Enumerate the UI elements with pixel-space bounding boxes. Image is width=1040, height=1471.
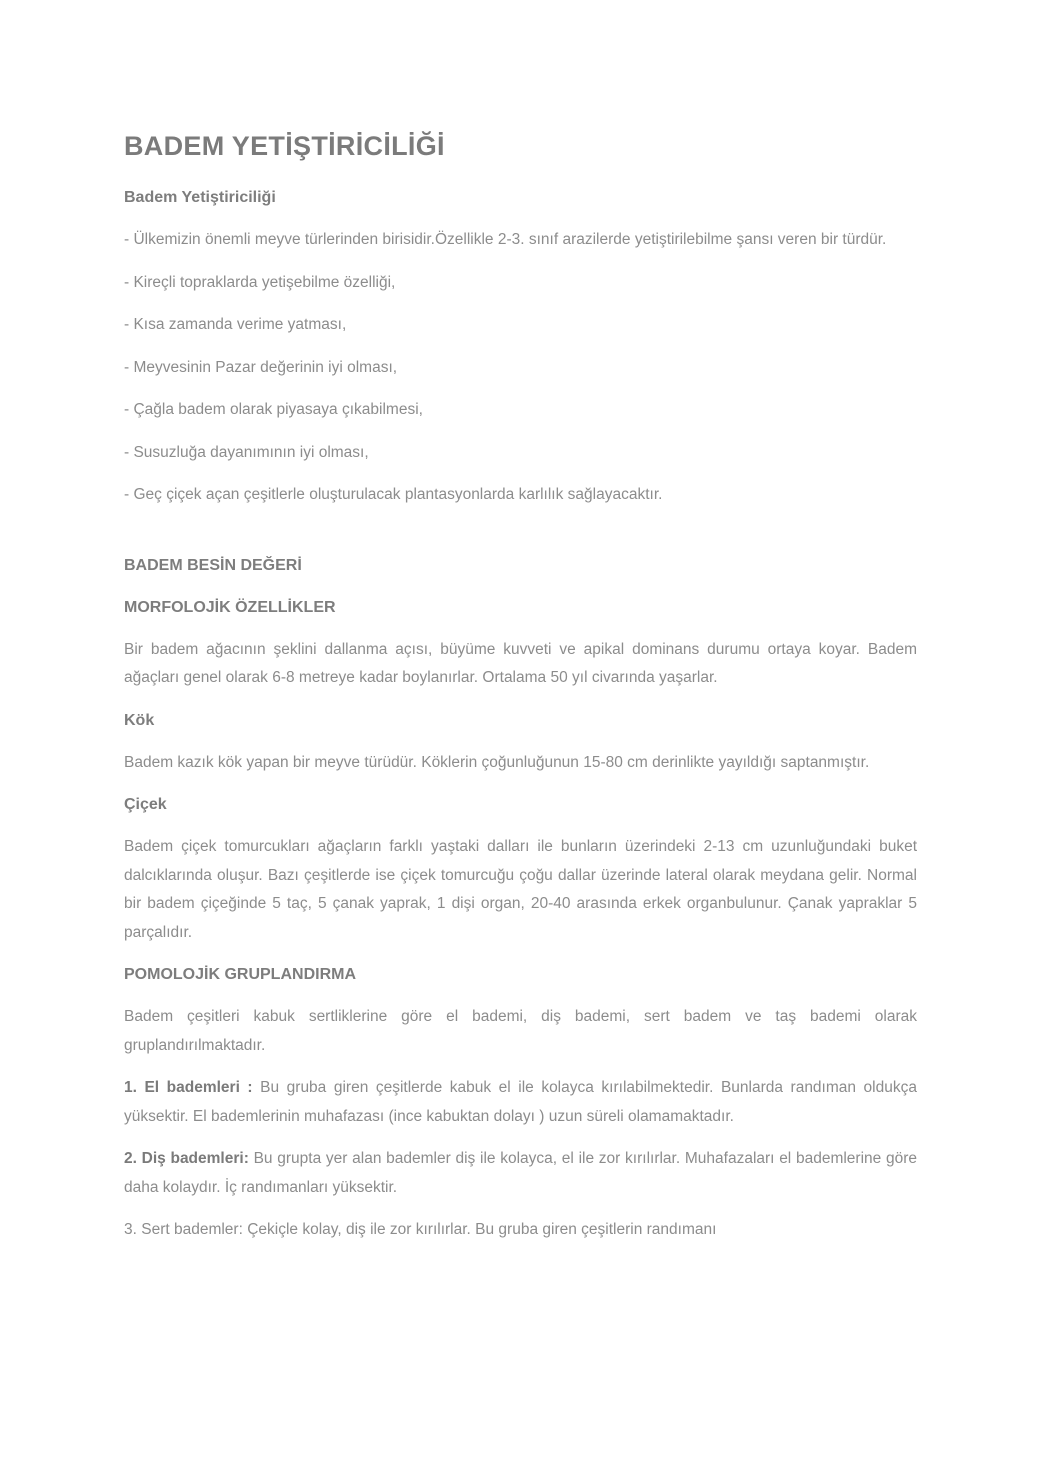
heading-pomolojik: POMOLOJİK GRUPLANDIRMA bbox=[124, 966, 356, 983]
group-dis-bademleri bbox=[124, 1145, 917, 1202]
intro-item: - Kireçli topraklarda yetişebilme özelliği, bbox=[124, 273, 396, 291]
heading-kok: Kök bbox=[124, 711, 155, 729]
heading-cicek: Çiçek bbox=[124, 796, 167, 813]
intro-item: - Kısa zamanda verime yatması, bbox=[124, 316, 347, 333]
group-el-bademleri-text: Bu gruba giren çeşitlerde kabuk el ile kolayca kırılabilmektedir. Bunlarda randıman oldukça yüksektir. El bademlerinin muhafazası (ince kabuktan dolayı ) uzun süreli olamamaktadır. bbox=[124, 1079, 917, 1125]
intro-item: - Meyvesinin Pazar değerinin iyi olması, bbox=[124, 358, 398, 376]
intro-item: - Ülkemizin önemli meyve türlerinden birisidir.Özellikle 2-3. sınıf arazilerde yetiştirilebilme şansı veren bir türdür. bbox=[124, 231, 887, 248]
intro-list bbox=[124, 226, 917, 510]
heading-morfolojik: MORFOLOJİK ÖZELLİKLER bbox=[124, 598, 336, 616]
group-dis-bademleri-text: Bu grupta yer alan bademler diş ile kolayca, el ile zor kırılırlar. Muhafazaları el bademlerine göre daha kolaydır. İç randımanları yüksektir. bbox=[124, 1150, 918, 1196]
morfolojik-paragraph: Bir badem ağacının şeklini dallanma açısı, büyüme kuvveti ve apikal dominans durumu ortaya koyar. Badem ağaçları genel olarak 6-8 metreye kadar boylanırlar. Ortalama 50 yıl civarında yaşarlar. bbox=[124, 640, 917, 686]
intro-item: - Geç çiçek açan çeşitlerle oluşturulacak plantasyonlarda karlılık sağlayacaktır. bbox=[124, 486, 663, 503]
document-subtitle: Badem Yetiştiriciliği bbox=[124, 189, 276, 206]
pomolojik-paragraph: Badem çeşitleri kabuk sertliklerine göre el bademi, diş bademi, sert badem ve taş bademi olarak gruplandırılmaktadır. bbox=[124, 1008, 917, 1054]
group-dis-bademleri-label: 2. Diş bademleri: bbox=[124, 1150, 249, 1167]
document-title: BADEM YETİŞTİRİCİLİĞİ bbox=[124, 131, 445, 161]
kok-paragraph: Badem kazık kök yapan bir meyve türüdür. Köklerin çoğunluğunun 15-80 cm derinlikte yayıldığı saptanmıştır. bbox=[124, 753, 870, 771]
group-sert-bademler: 3. Sert bademler: Çekiçle kolay, diş ile zor kırılırlar. Bu gruba giren çeşitlerin randımanı bbox=[124, 1221, 717, 1238]
intro-item: - Çağla badem olarak piyasaya çıkabilmesi, bbox=[124, 401, 423, 418]
group-el-bademleri-label: 1. El bademleri : bbox=[124, 1079, 253, 1096]
group-el-bademleri bbox=[124, 1074, 917, 1131]
cicek-paragraph: Badem çiçek tomurcukları ağaçların farklı yaştaki dalları ile bunların üzerindeki 2-13 cm uzunluğundaki buket dalcıklarında oluşur. Bazı çeşitlerde ise çiçek tomurcuğu çoğu dallar üzerinde lateral olarak meydana gelir. Normal bir badem çiçeğinde 5 taç, 5 çanak yaprak, 1 dişi organ, 20-40 arasında erkek organbulunur. Çanak yapraklar 5 parçalıdır. bbox=[124, 838, 917, 941]
document-page bbox=[124, 126, 917, 1259]
heading-besin-degeri: BADEM BESİN DEĞERİ bbox=[124, 556, 302, 574]
intro-item: - Susuzluğa dayanımının iyi olması, bbox=[124, 443, 369, 461]
section-spacer bbox=[124, 524, 917, 552]
